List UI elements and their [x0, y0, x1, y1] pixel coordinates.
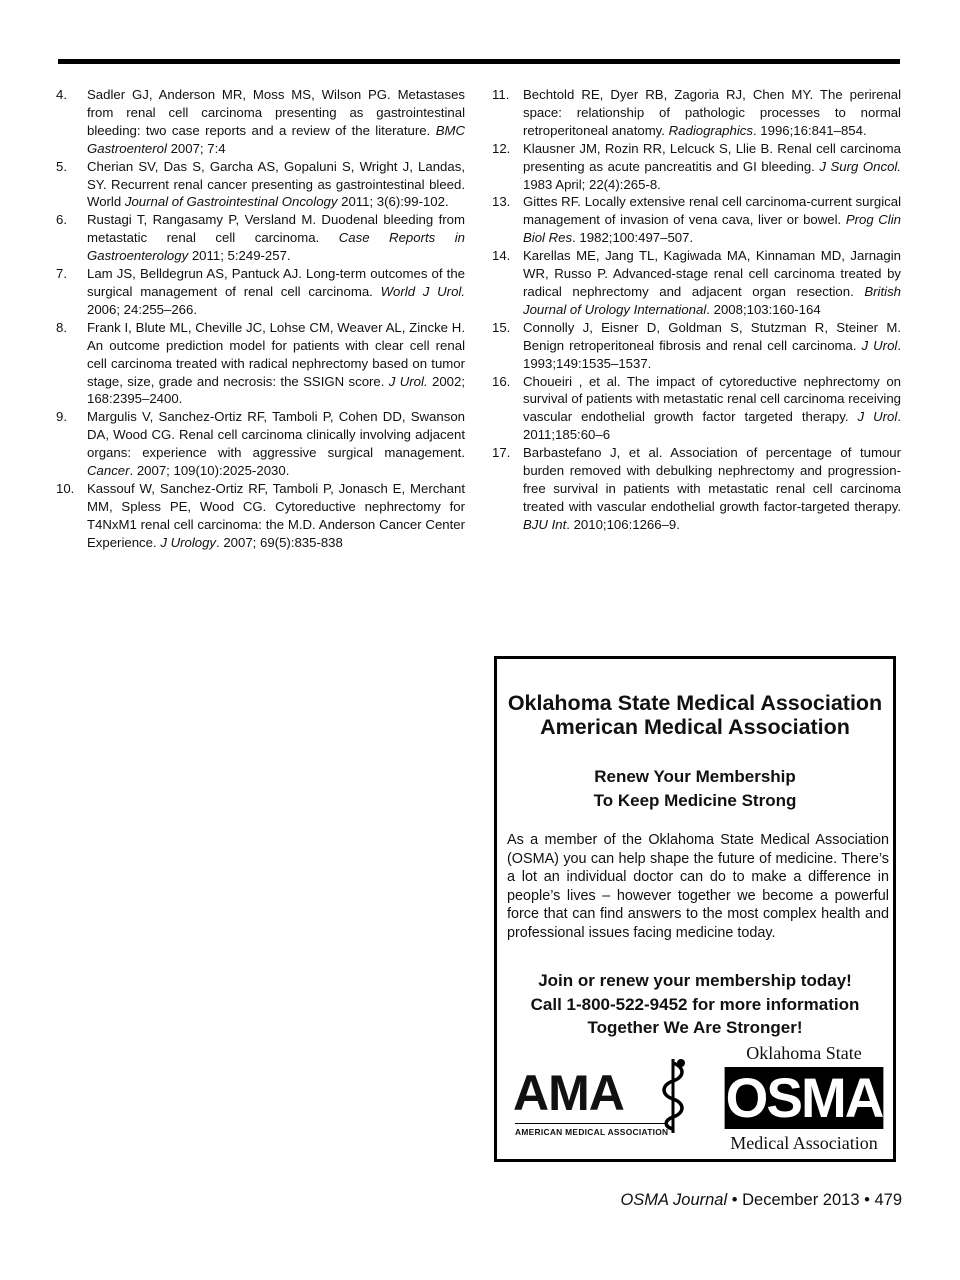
reference-text-segment: Connolly J, Eisner D, Goldman S, Stutzman R, Steiner M. Benign retroperitoneal fibrosis and renal cell carcinoma.: [523, 319, 901, 353]
reference-text-segment: Karellas ME, Jang TL, Kagiwada MA, Kinnaman MD, Jarnagin WR, Russo P. Advanced-stage renal cell carcinoma treated by radical nephrectomy and adjacent organ resection.: [523, 248, 901, 299]
ad-cta-line3: Together We Are Stronger!: [587, 1018, 803, 1037]
references-right-column: [492, 86, 901, 534]
footer-issue: December 2013: [742, 1191, 860, 1209]
reference-source-italic: J Urol: [857, 409, 898, 425]
reference-number: 16.: [492, 373, 511, 389]
reference-text-segment: Bechtold RE, Dyer RB, Zagoria RJ, Chen MY. The perirenal space: relationship of pathologic processes to normal retroperitoneal anatomy.: [523, 87, 901, 138]
reference-item: [56, 319, 465, 409]
reference-item: [492, 247, 901, 319]
reference-text-segment: Rustagi T, Rangasamy P, Versland M. Duodenal bleeding from metastatic renal cell carcinoma.: [87, 212, 465, 246]
reference-number: 7.: [56, 266, 67, 282]
ad-sub-line1: Renew Your Membership: [594, 767, 796, 786]
reference-text-segment: . 2007; 69(5):835-838: [216, 534, 343, 550]
footer-sep1: •: [727, 1191, 743, 1209]
osma-logo-word: OSMA: [725, 1066, 883, 1129]
reference-text-segment: 2011; 3(6):99-102.: [337, 194, 449, 210]
osma-logo: [723, 1043, 885, 1155]
ama-logo-rule: [515, 1123, 665, 1124]
ad-body-text: As a member of the Oklahoma State Medical Association (OSMA) you can help shape the future of medicine. There’s a lot an individual doctor can do to make a difference in people’s lives – however together we become a powerful force that can find answers to the most complex health and professional issues facing medicine today.: [507, 832, 889, 941]
top-rule: [58, 59, 900, 64]
reference-text: [87, 480, 465, 552]
reference-source-italic: Prog Clin Biol Res: [523, 212, 901, 246]
reference-text-segment: 2006; 24:255–266.: [87, 301, 198, 317]
reference-source-italic: J Surg Oncol.: [819, 158, 901, 174]
reference-text-segment: Choueiri , et al. The impact of cytoreductive nephrectomy on survival of patients with metastatic renal cell carcinoma receiving vascular endothelial growth factor targeted therapy.: [523, 373, 901, 425]
reference-text: [87, 211, 465, 265]
reference-text: [523, 247, 901, 319]
reference-number: 6.: [56, 212, 67, 228]
ad-title-line1: Oklahoma State Medical Association: [507, 691, 883, 715]
reference-source-italic: J Urology: [160, 534, 217, 550]
reference-text-segment: Klausner JM, Rozin RR, Lelcuck S, Llie B. Renal cell carcinoma presenting as acute pancreatitis and GI bleeding.: [523, 140, 901, 174]
reference-text-segment: 2007; 7:4: [166, 140, 226, 156]
reference-item: [492, 444, 901, 534]
reference-item: [56, 211, 465, 265]
page-footer: [620, 1190, 902, 1210]
footer-page-number: 479: [874, 1191, 902, 1209]
reference-number: 8.: [56, 319, 67, 335]
osma-logo-bottom: Medical Association: [730, 1133, 878, 1153]
reference-item: [492, 319, 901, 373]
reference-item: [492, 140, 901, 194]
reference-item: [492, 373, 901, 445]
osma-logo-top: Oklahoma State: [746, 1043, 862, 1063]
ad-title-line2: American Medical Association: [540, 715, 850, 739]
reference-text-segment: Sadler GJ, Anderson MR, Moss MS, Wilson PG. Metastases from renal cell carcinoma presenting as gastrointestinal bleeding: two case reports and a review of the literature.: [87, 87, 465, 138]
reference-text: [523, 444, 901, 534]
reference-text: [523, 140, 901, 194]
ad-title: [497, 691, 893, 739]
reference-source-italic: BMC Gastroenterol: [87, 122, 465, 156]
reference-item: [492, 193, 901, 247]
ad-cta-line1: Join or renew your membership today!: [538, 971, 852, 990]
reference-text-segment: 2011; 5:249-257.: [188, 248, 291, 264]
reference-text-segment: 1983 April; 22(4):265-8.: [523, 176, 661, 192]
reference-text-segment: . 2008;103:160-164: [706, 301, 821, 317]
reference-text: [87, 319, 465, 409]
reference-text-segment: Kassouf W, Sanchez-Ortiz RF, Tamboli P, Jonasch E, Merchant MM, Spless PE, Wood CG. Cytoreductive nephrectomy for T4NxM1 renal cell carcinoma: the M.D. Anderson Cancer Center Experience.: [87, 480, 465, 550]
reference-item: [56, 408, 465, 480]
reference-number: 9.: [56, 409, 67, 425]
ad-call-to-action: [497, 969, 893, 1040]
ama-logo: [511, 1065, 711, 1145]
reference-text: [87, 86, 465, 158]
reference-text: [523, 373, 901, 445]
reference-text: [87, 408, 465, 480]
reference-text: [87, 158, 465, 212]
reference-text-segment: . 2007; 109(10):2025-2030.: [129, 463, 290, 479]
reference-item: [56, 86, 465, 158]
reference-number: 4.: [56, 87, 67, 102]
reference-source-italic: Cancer: [87, 463, 130, 479]
reference-text-segment: . 2011;185:60–6: [523, 409, 901, 443]
ad-subtitle: [497, 765, 893, 813]
reference-item: [492, 86, 901, 140]
ama-logo-word: AMA: [513, 1065, 624, 1121]
membership-advertisement: [494, 656, 896, 1162]
reference-text-segment: . 1996;16:841–854.: [752, 122, 867, 138]
reference-source-italic: J Urol: [861, 337, 898, 353]
reference-number: 13.: [492, 194, 511, 210]
reference-text-segment: . 1982;100:497–507.: [572, 230, 694, 246]
reference-item: [56, 158, 465, 212]
reference-number: 12.: [492, 140, 511, 156]
reference-text-segment: Lam JS, Belldegrun AS, Pantuck AJ. Long-term outcomes of the surgical management of renal cell carcinoma.: [87, 266, 465, 299]
reference-number: 14.: [492, 248, 511, 264]
ad-sub-line2: To Keep Medicine Strong: [593, 791, 797, 810]
reference-source-italic: Radiographics: [668, 122, 753, 138]
ama-caption: AMERICAN MEDICAL ASSOCIATION: [515, 1127, 669, 1137]
reference-text: [523, 86, 901, 140]
reference-text-segment: Barbastefano J, et al. Association of percentage of tumour burden removed with debulking nephrectomy and progression-free survival in patients with metastatic renal cell carcinoma treated with vascular endothelial growth factor-targeted therapy.: [523, 445, 901, 514]
reference-text: [523, 193, 901, 247]
reference-item: [56, 265, 465, 319]
reference-source-italic: Case Reports in Gastroenterology: [87, 230, 465, 264]
reference-number: 5.: [56, 158, 67, 174]
reference-source-italic: World J Urol.: [380, 283, 465, 299]
reference-number: 17.: [492, 445, 511, 461]
reference-text-segment: Frank I, Blute ML, Cheville JC, Lohse CM, Weaver AL, Zincke H. An outcome prediction model for patients with clear cell renal cell carcinoma treated with radical nephrectomy based on tumor stage, size, grade and necrosis: the SSIGN score.: [87, 319, 465, 389]
reference-text-segment: Gittes RF. Locally extensive renal cell carcinoma-current surgical management of invasion of vena cava, liver or bowel.: [523, 194, 901, 228]
reference-text-segment: . 2010;106:1266–9.: [566, 516, 680, 532]
reference-text-segment: Cherian SV, Das S, Garcha AS, Gopaluni S, Wright J, Landas, SY. Recurrent renal cancer presenting as gastrointestinal bleed. World: [87, 158, 465, 210]
reference-source-italic: Journal of Gastrointestinal Oncology: [124, 194, 338, 210]
reference-number: 15.: [492, 319, 511, 335]
logos-row: [511, 1043, 885, 1155]
reference-number: 10.: [56, 480, 75, 496]
reference-number: 11.: [492, 87, 510, 102]
reference-source-italic: BJU Int: [523, 516, 567, 532]
reference-item: [56, 480, 465, 552]
reference-text: [523, 319, 901, 373]
references-left-column: [56, 86, 465, 552]
reference-source-italic: British Journal of Urology International: [523, 283, 901, 317]
reference-text-segment: . 1993;149:1535–1537.: [523, 337, 901, 371]
reference-source-italic: J Urol.: [388, 373, 428, 389]
ad-cta-line2: Call 1-800-522-9452 for more information: [530, 994, 860, 1014]
reference-text-segment: 2002; 168:2395–2400.: [87, 373, 465, 407]
footer-journal: OSMA Journal: [620, 1191, 728, 1209]
reference-text: [87, 265, 465, 319]
footer-sep2: •: [859, 1191, 875, 1209]
reference-text-segment: Margulis V, Sanchez-Ortiz RF, Tamboli P, Cohen DD, Swanson DA, Wood CG. Renal cell carcinoma clinically involving adjacent organs: experience with aggressive surgical management.: [87, 409, 465, 461]
